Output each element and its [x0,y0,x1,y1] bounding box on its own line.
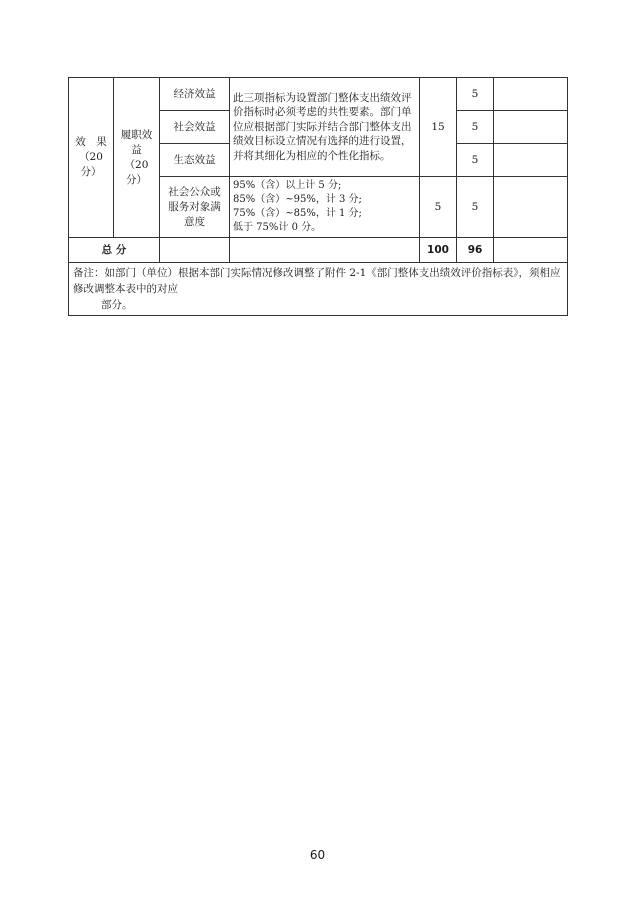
evaluation-table [68,77,568,316]
total-weight: 100 [420,238,457,263]
remark-economic [494,78,568,111]
total-score: 96 [457,238,494,263]
score-ecological: 5 [457,144,494,177]
indicator-social: 社会效益 [160,111,230,144]
satisfaction-score: 5 [457,177,494,238]
dimension-cell: 效 果 （20 分） [69,78,114,238]
page-number: 60 [309,848,326,862]
score-social: 5 [457,111,494,144]
shared-description: 此三项指标为设置部门整体支出绩效评价指标时必须考虑的共性要素。部门单位应根据部门实际并结合部门整体支出绩效目标设立情况有选择的进行设置，并将其细化为相应的个性化指标。 [230,78,420,177]
total-remark [494,238,568,263]
remark-ecological [494,144,568,177]
satisfaction-criteria: 95%（含）以上计 5 分; 85%（含）~95%，计 3 分; 75%（含）~85%，计 1 分; 低于 75%计 0 分。 [230,177,420,238]
total-empty-1 [160,238,230,263]
note-line-2: 部分。 [101,299,133,311]
indicator-economic: 经济效益 [160,78,230,111]
total-label: 总 分 [69,238,160,263]
remark-social [494,111,568,144]
indicator-satisfaction: 社会公众或 服务对象满 意度 [160,177,230,238]
indicator-ecological: 生态效益 [160,144,230,177]
note-cell [69,263,568,316]
score-economic: 5 [457,78,494,111]
satisfaction-weight: 5 [420,177,457,238]
note-line-1: 备注：如部门（单位）根据本部门实际情况修改调整了附件 2-1《部门整体支出绩效评价指标表》，须相应修改调整本表中的对应 [73,267,561,295]
total-empty-2 [230,238,420,263]
subcategory-cell: 履职效 益 （20 分） [114,78,160,238]
remark-satisfaction [494,177,568,238]
shared-weight: 15 [420,78,457,177]
